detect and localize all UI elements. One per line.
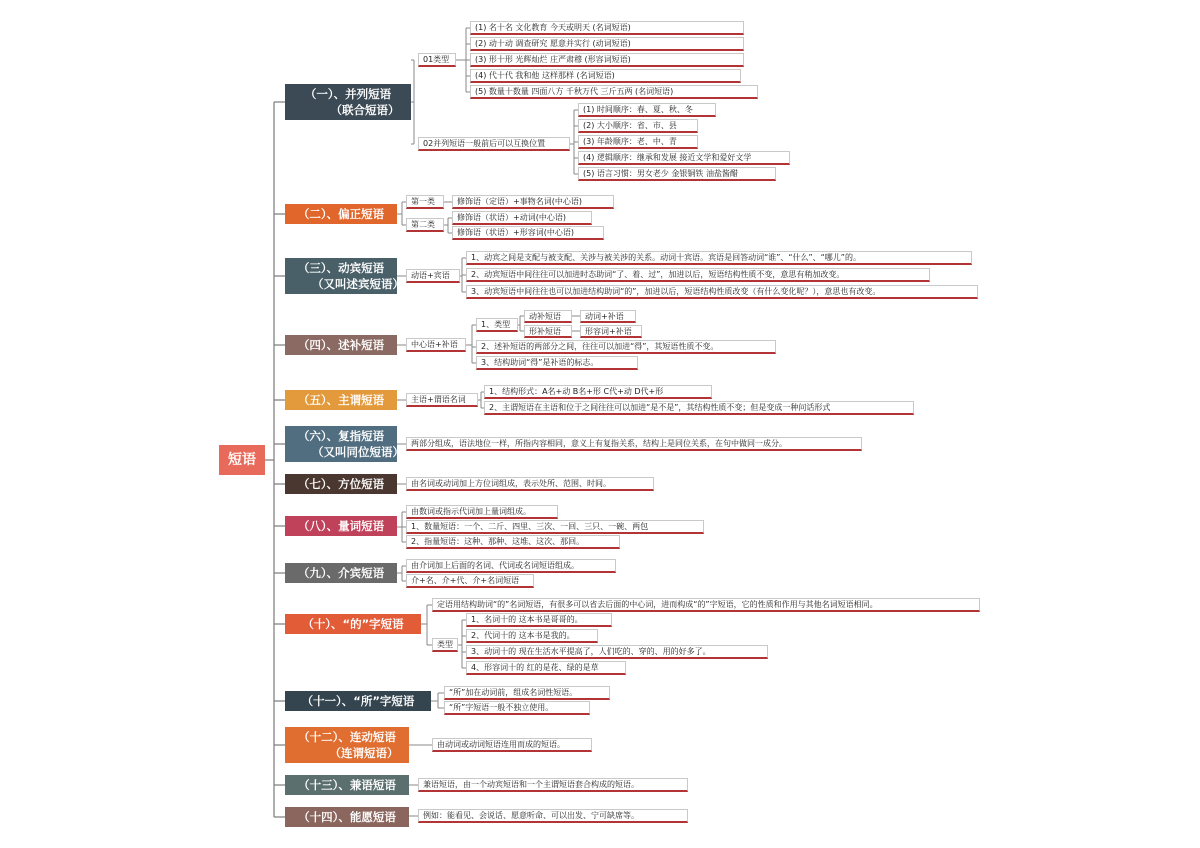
c7-item: 由名词或动词加上方位词组成，表示处所、范围、时间。 [406, 477, 654, 491]
c11-item: “所”加在动词前，组成名词性短语。 [444, 686, 610, 700]
c4-sub2-value: 形容词+补语 [580, 325, 642, 338]
c1-order-item: (2) 大小顺序：省、市、县 [578, 119, 698, 133]
category-title: （四）、述补短语 [297, 338, 385, 352]
category-c2 [285, 204, 397, 224]
c4-sub2-label: 形补短语 [524, 325, 572, 338]
c4-item-3: 3、结构助词“得”是补语的标志。 [476, 356, 638, 370]
c12-item: 由动词或动词短语连用而成的短语。 [432, 738, 592, 752]
category-title: （十二）、连动短语 [298, 730, 396, 744]
category-title: （十四）、能愿短语 [298, 810, 396, 824]
c1-order-item: (1) 时间顺序：春、夏、秋、冬 [578, 103, 716, 117]
category-c5 [285, 390, 397, 410]
c2-item-1: 修饰语（定语）+事物名词(中心语) [452, 195, 614, 209]
category-title: （五）、主谓短语 [297, 393, 385, 407]
c10-type-item: 4、形容词十的 红的是花、绿的是草 [466, 661, 626, 675]
category-title: （十三）、兼语短语 [298, 778, 396, 792]
category-c3 [285, 258, 404, 294]
c1-type-item: (5) 数量十数量 四面八方 千秋万代 三斤五两 (名词短语) [470, 85, 758, 99]
c1-order-item: (4) 逻辑顺序：继承和发展 接近文学和爱好文学 [578, 151, 790, 165]
c4-sub1-label: 动补短语 [524, 310, 572, 323]
c1-type-item: (4) 代十代 我和他 这样那样 (名词短语) [470, 69, 741, 83]
c13-item: 兼语短语，由一个动宾短语和一个主谓短语套合构成的短语。 [418, 778, 688, 792]
category-title: （九）、介宾短语 [297, 566, 385, 580]
c4-struct-label: 中心语+补语 [406, 338, 466, 352]
category-c12 [285, 727, 409, 763]
c1-type-item: (2) 动十动 调查研究 愿意并实行 (动词短语) [470, 37, 744, 51]
category-title: （十）、“的”字短语 [302, 617, 404, 631]
category-title: （七）、方位短语 [297, 477, 385, 491]
category-title: （一）、并列短语 [304, 87, 392, 101]
category-c9 [285, 563, 397, 583]
category-c7 [285, 474, 397, 494]
category-c13 [285, 775, 409, 795]
c2-second-label: 第二类 [406, 218, 444, 232]
c1-order-item: (5) 语言习惯：男女老少 金银铜铁 油盐酱醋 [578, 167, 776, 181]
c10-type-item: 1、名词十的 这本书是哥哥的。 [466, 613, 612, 627]
c4-item-2: 2、述补短语的两部分之间，往往可以加进“得”，其短语性质不变。 [476, 340, 776, 354]
c10-type-item: 2、代词十的 这本书是我的。 [466, 629, 598, 643]
c9-item: 由介词加上后面的名词、代词或名词短语组成。 [406, 559, 616, 573]
category-c10 [285, 614, 421, 634]
c8-item: 1、数量短语：一个、二斤、四里、三次、一回、三只、一碗、两包 [406, 520, 704, 534]
category-c8 [285, 516, 397, 536]
c11-item: “所”字短语一般不独立使用。 [444, 701, 590, 715]
c9-item: 介+名、介+代、介+名词短语 [406, 574, 534, 588]
c1-type-item: (1) 名十名 文化教育 今天或明天 (名词短语) [470, 21, 744, 35]
c5-item-1: 1、结构形式：A名+动 B名+形 C代+动 D代+形 [484, 385, 712, 399]
category-subtitle: （又叫述宾短语） [312, 277, 404, 291]
c5-item-2: 2、主谓短语在主语和位于之间往往可以加进“是不是”，其结构性质不变；但是变成一种问话形式 [484, 401, 914, 415]
c8-item: 由数词或指示代词加上量词组成。 [406, 505, 558, 519]
category-c4 [285, 335, 397, 355]
category-title: （八）、量词短语 [297, 519, 385, 533]
category-title: （二）、偏正短语 [297, 207, 385, 221]
category-c14 [285, 807, 409, 827]
category-subtitle: （联合短语） [330, 103, 400, 117]
c14-item: 例如：能看见、会说话、愿意听命、可以出发、宁可缺席等。 [418, 809, 688, 823]
c2-first-label: 第一类 [406, 195, 444, 209]
category-c6 [285, 426, 404, 462]
c10-def: 定语用结构助词“的”名词短语，有很多可以省去后面的中心词，进而构成“的”字短语，它的性质和作用与其他名词短语相同。 [432, 598, 980, 612]
c10-type-item: 3、动词十的 现在生活水平提高了，人们吃的、穿的、用的好多了。 [466, 645, 768, 659]
c1-type-item: (3) 形十形 光辉灿烂 庄严肃穆 (形容词短语) [470, 53, 744, 67]
category-subtitle: （连谓短语） [329, 746, 399, 760]
c3-item: 1、动宾之间是支配与被支配、关涉与被关涉的关系。动词十宾语。宾语是回答动词“谁”、“什么”、“哪儿”的。 [466, 251, 972, 265]
c1-order-item: (3) 年龄顺序：老、中、青 [578, 135, 698, 149]
c3-item: 2、动宾短语中间往往可以加进时态助词“了、着、过”，加进以后，短语结构性质不变，意思有稍加改变。 [466, 268, 930, 282]
c5-struct-label: 主语+谓语名词 [406, 393, 478, 407]
c10-type-label: 类型 [432, 638, 458, 652]
category-c1 [285, 84, 411, 120]
category-c11 [285, 691, 431, 711]
c1-order-label: 02并列短语一般前后可以互换位置 [418, 137, 570, 151]
root-node: 短语 [219, 445, 265, 475]
category-title: （三）、动宾短语 [297, 261, 385, 275]
c3-struct-label: 动语+宾语 [406, 269, 460, 283]
c1-type-label: 01类型 [418, 53, 456, 67]
c6-item: 两部分组成，语法地位一样，所指内容相同，意义上有复指关系，结构上是同位关系，在句中做同一成分。 [406, 437, 862, 451]
category-subtitle: （又叫同位短语） [312, 445, 404, 459]
c3-item: 3、动宾短语中间往往也可以加进结构助词“的”，加进以后，短语结构性质改变（有什么变化呢？），意思也有改变。 [466, 285, 978, 299]
c8-item: 2、指量短语：这种、那种、这堆、这次、那回。 [406, 535, 620, 549]
category-title: （十一）、“所”字短语 [301, 694, 415, 708]
category-title: （六）、复指短语 [297, 429, 385, 443]
c4-type-label: 1、类型 [476, 318, 518, 332]
c4-sub1-value: 动词+补语 [580, 310, 636, 323]
c2-item-3: 修饰语（状语）+形容词(中心语) [452, 226, 604, 240]
c2-item-2: 修饰语（状语）+动词(中心语) [452, 211, 592, 225]
